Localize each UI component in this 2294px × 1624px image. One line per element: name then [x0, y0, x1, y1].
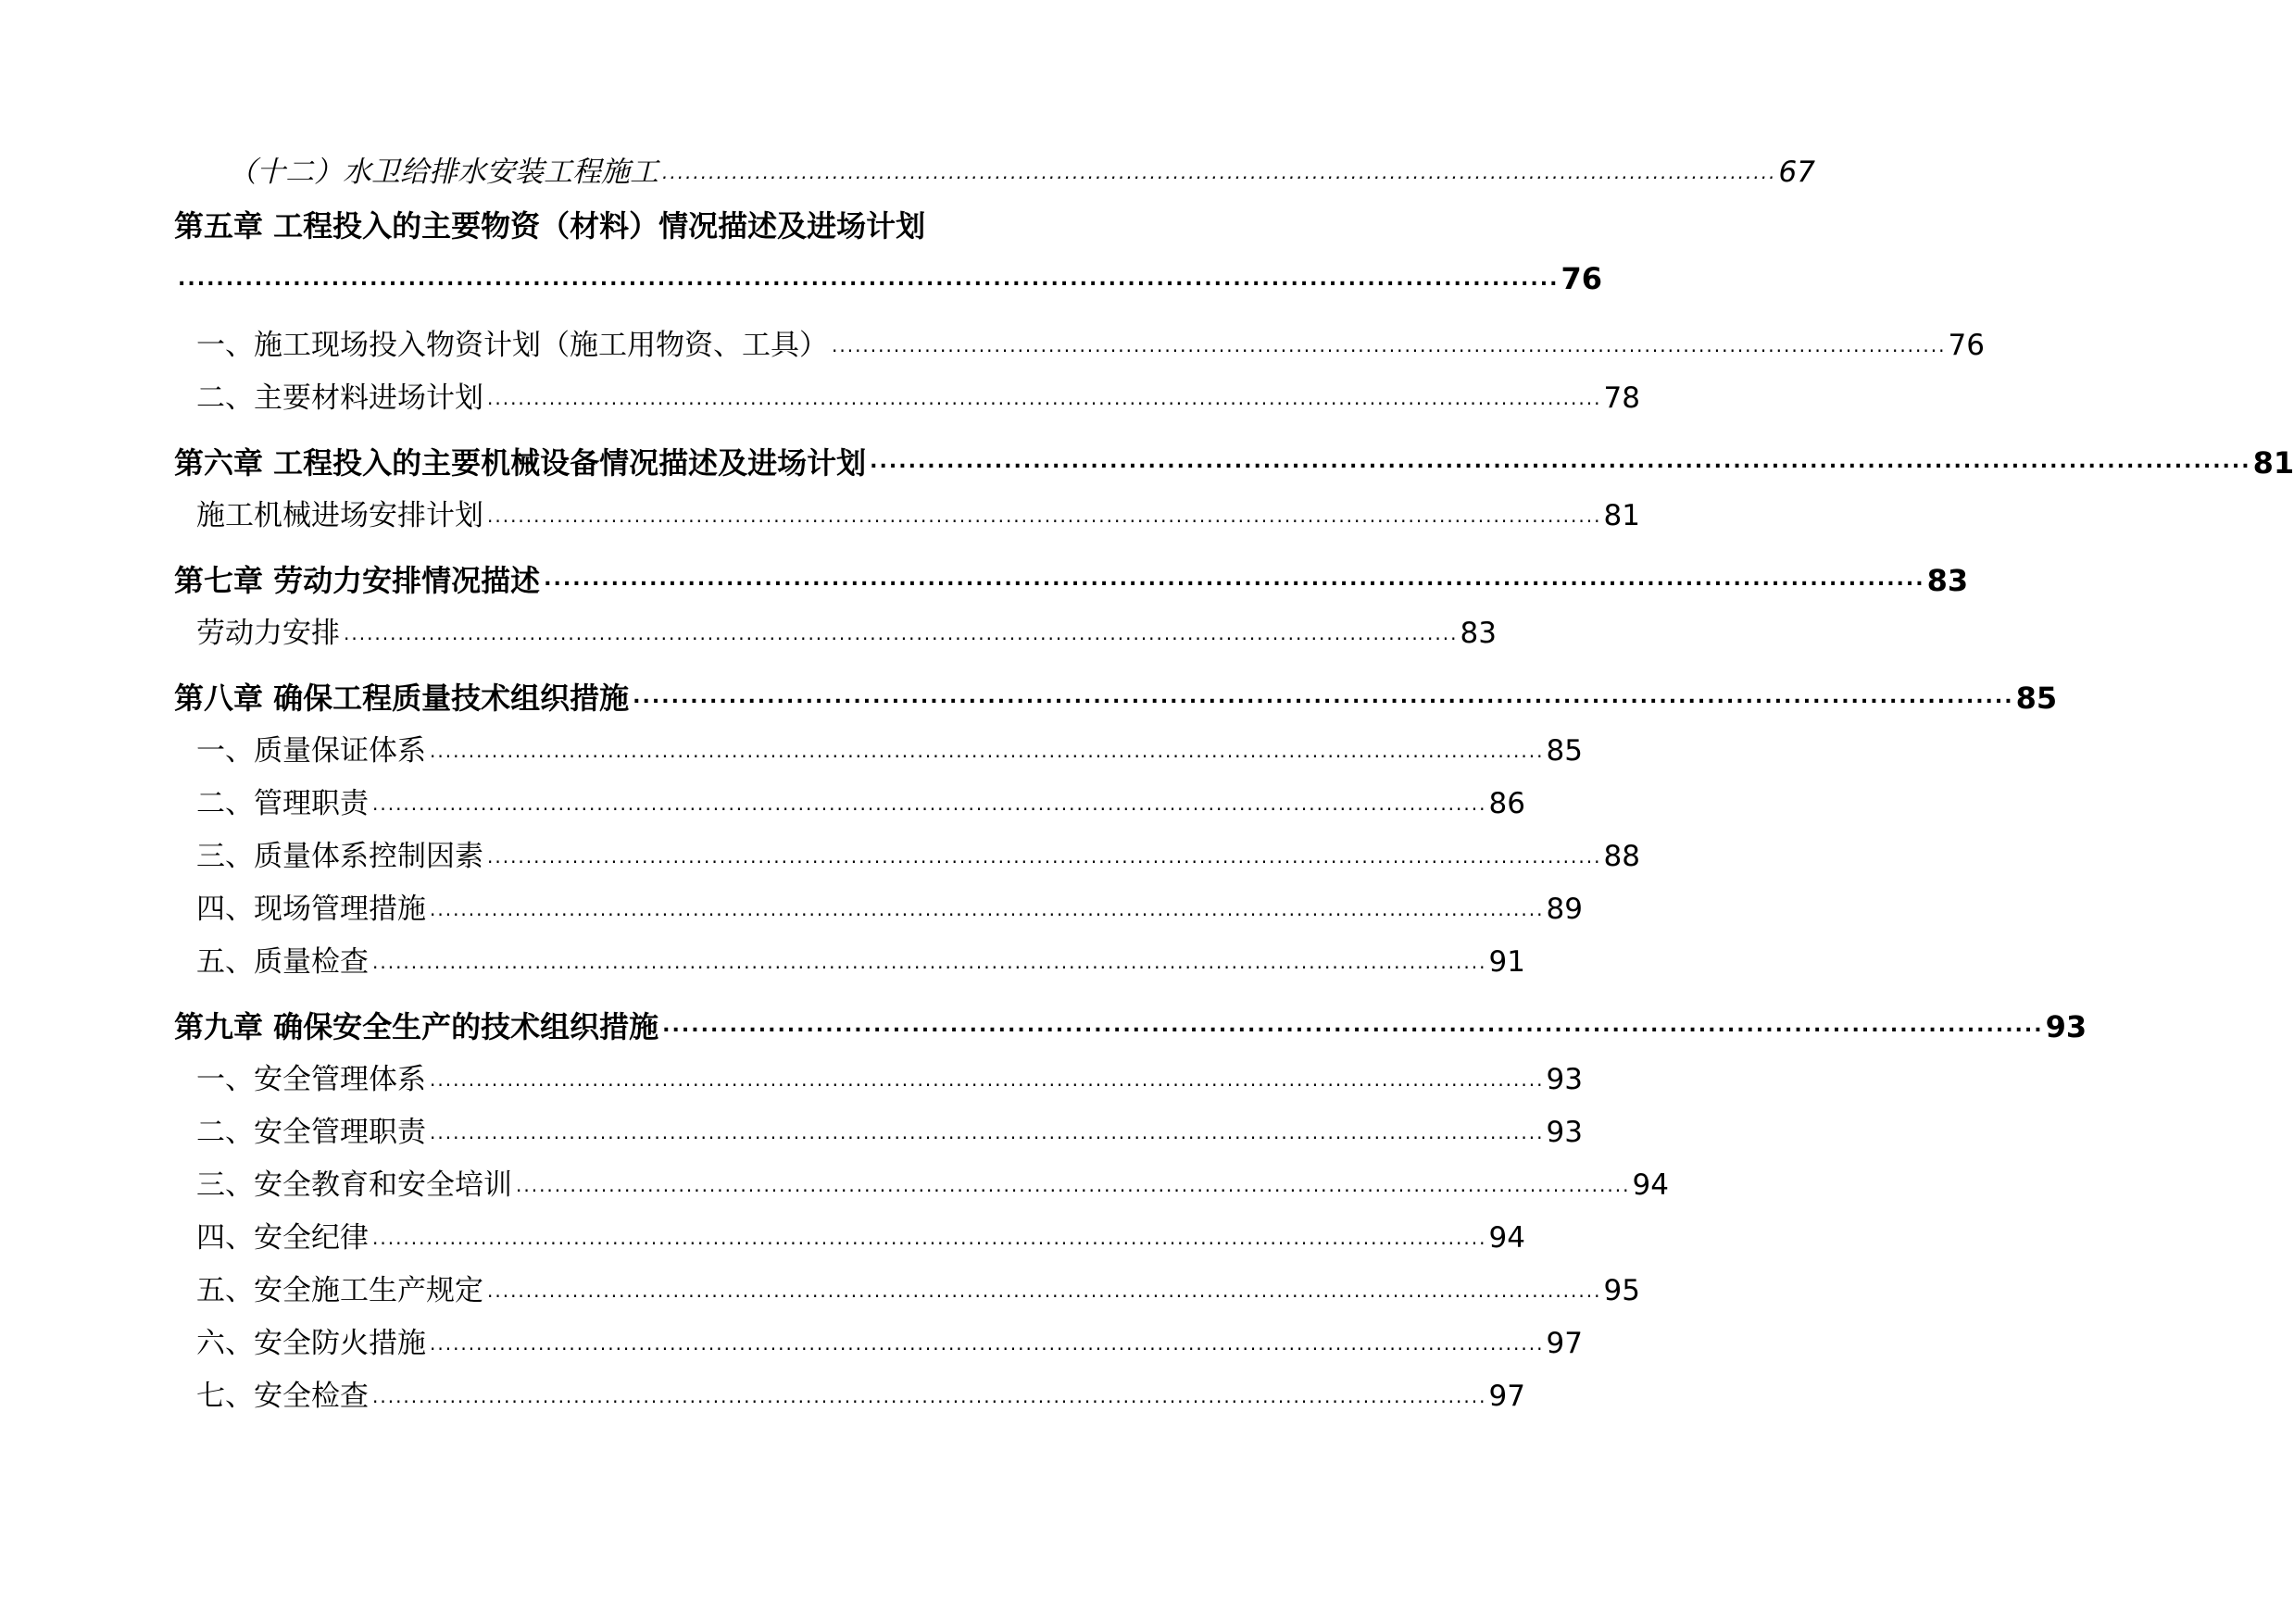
toc-page-number: 97: [1546, 1327, 1583, 1360]
toc-section-title: 四、现场管理措施: [196, 893, 426, 926]
toc-section[interactable]: [174, 1253, 1640, 1307]
toc-section-title: 五、安全施工生产规定: [196, 1274, 483, 1307]
toc-page-number: 86: [1488, 787, 1525, 820]
toc-section-title: 施工机械进场安排计划: [196, 499, 483, 532]
toc-section[interactable]: [174, 1042, 1583, 1096]
dot-leader: ................................................................................................................................................: [487, 505, 1602, 527]
toc-chapter-title: 第七章 劳动力安排情况描述: [174, 563, 541, 598]
toc-page-number: 76: [1561, 261, 1602, 296]
toc-section[interactable]: [174, 818, 1640, 873]
toc-entry-title: （十二）水卫给排水安装工程施工: [228, 156, 658, 189]
table-of-contents: [174, 141, 2294, 1413]
toc-chapter-8[interactable]: [174, 656, 2058, 716]
toc-section-title: 劳动力安排: [196, 617, 340, 650]
dot-leader: ................................................................................................................................................: [487, 387, 1602, 409]
dot-leader: ................................................................................................................................................: [430, 740, 1545, 762]
toc-section[interactable]: [174, 1147, 1669, 1202]
toc-section-title: 二、主要材料进场计划: [196, 381, 483, 415]
toc-page-number: 67: [1778, 156, 1815, 189]
dot-leader: ................................................................................................................................................: [178, 268, 1560, 291]
dot-leader: ................................................................................................................................................: [870, 450, 2251, 473]
dot-leader: ................................................................................................................................................: [430, 1068, 1545, 1091]
dot-leader: ................................................................................................................................................: [372, 793, 1487, 815]
toc-entry-carry-over[interactable]: [174, 141, 1815, 189]
toc-chapter-title: 第六章 工程投入的主要机械设备情况描述及进场计划: [174, 445, 867, 481]
toc-section[interactable]: [174, 595, 1497, 650]
toc-section-title: 一、施工现场投入物资计划（施工用物资、工具）: [196, 329, 828, 362]
toc-section[interactable]: [174, 871, 1583, 926]
toc-section[interactable]: [174, 1094, 1583, 1149]
toc-section-title: 二、安全管理职责: [196, 1116, 426, 1149]
toc-page-number: 95: [1603, 1274, 1640, 1307]
toc-page-number: 89: [1546, 893, 1583, 926]
toc-section-title: 七、安全检查: [196, 1380, 369, 1413]
toc-section-title: 二、管理职责: [196, 787, 369, 820]
dot-leader: ................................................................................................................................................: [544, 568, 1925, 591]
toc-section[interactable]: [174, 924, 1525, 979]
dot-leader: ................................................................................................................................................: [662, 1014, 2044, 1037]
dot-leader: ................................................................................................................................................: [832, 334, 1947, 356]
dot-leader: ................................................................................................................................................: [372, 1385, 1487, 1407]
dot-leader: ................................................................................................................................................: [430, 1332, 1545, 1355]
toc-section-title: 三、安全教育和安全培训: [196, 1168, 512, 1202]
toc-section[interactable]: [174, 1200, 1525, 1255]
dot-leader: ................................................................................................................................................: [516, 1174, 1631, 1196]
toc-page-number: 94: [1632, 1168, 1669, 1202]
dot-leader: ................................................................................................................................................: [430, 1121, 1545, 1143]
toc-section-title: 五、质量检查: [196, 945, 369, 979]
toc-chapter-7[interactable]: [174, 538, 1969, 598]
toc-section[interactable]: [174, 766, 1525, 820]
toc-section-title: 四、安全纪律: [196, 1221, 369, 1255]
dot-leader: ................................................................................................................................................: [372, 1227, 1487, 1249]
toc-page-number: 91: [1488, 945, 1525, 979]
toc-page-number: 81: [1603, 499, 1640, 532]
toc-section-title: 一、安全管理体系: [196, 1063, 426, 1096]
toc-section[interactable]: [174, 307, 1985, 362]
dot-leader: ................................................................................................................................................: [344, 622, 1459, 644]
toc-page-number: 88: [1603, 840, 1640, 873]
toc-section[interactable]: [174, 360, 1640, 415]
toc-chapter-6[interactable]: [174, 420, 2294, 481]
toc-page-number: 93: [2045, 1009, 2087, 1044]
toc-chapter-9[interactable]: [174, 984, 2087, 1044]
toc-page-number: 83: [1926, 563, 1969, 598]
dot-leader: ................................................................................................................................................: [662, 161, 1777, 183]
toc-page-number: 85: [2015, 681, 2058, 716]
toc-section-title: 六、安全防火措施: [196, 1327, 426, 1360]
toc-section-title: 一、质量保证体系: [196, 734, 426, 768]
toc-page-number: 93: [1546, 1116, 1583, 1149]
toc-section-title: 三、质量体系控制因素: [196, 840, 483, 873]
toc-page-number: 81: [2252, 445, 2294, 481]
toc-chapter-title: 第八章 确保工程质量技术组织措施: [174, 681, 630, 716]
toc-page-number: 78: [1603, 381, 1640, 415]
dot-leader: ................................................................................................................................................: [487, 845, 1602, 868]
toc-page-number: 94: [1488, 1221, 1525, 1255]
dot-leader: ................................................................................................................................................: [430, 898, 1545, 920]
toc-page-number: 76: [1948, 329, 1985, 362]
toc-page-number: 83: [1460, 617, 1497, 650]
toc-chapter-5[interactable]: [174, 204, 1602, 296]
toc-section[interactable]: [174, 713, 1583, 768]
dot-leader: ................................................................................................................................................: [487, 1280, 1602, 1302]
toc-section[interactable]: [174, 1305, 1583, 1360]
toc-page-number: 85: [1546, 734, 1583, 768]
toc-chapter-title: 第五章 工程投入的主要物资（材料）情况描述及进场计划: [174, 208, 926, 244]
dot-leader: ................................................................................................................................................: [372, 951, 1487, 973]
toc-page-number: 97: [1488, 1380, 1525, 1413]
toc-section[interactable]: [174, 1358, 1525, 1413]
toc-section[interactable]: [174, 478, 1640, 532]
toc-page-number: 93: [1546, 1063, 1583, 1096]
dot-leader: ................................................................................................................................................: [633, 685, 2014, 708]
toc-chapter-title: 第九章 确保安全生产的技术组织措施: [174, 1009, 659, 1044]
